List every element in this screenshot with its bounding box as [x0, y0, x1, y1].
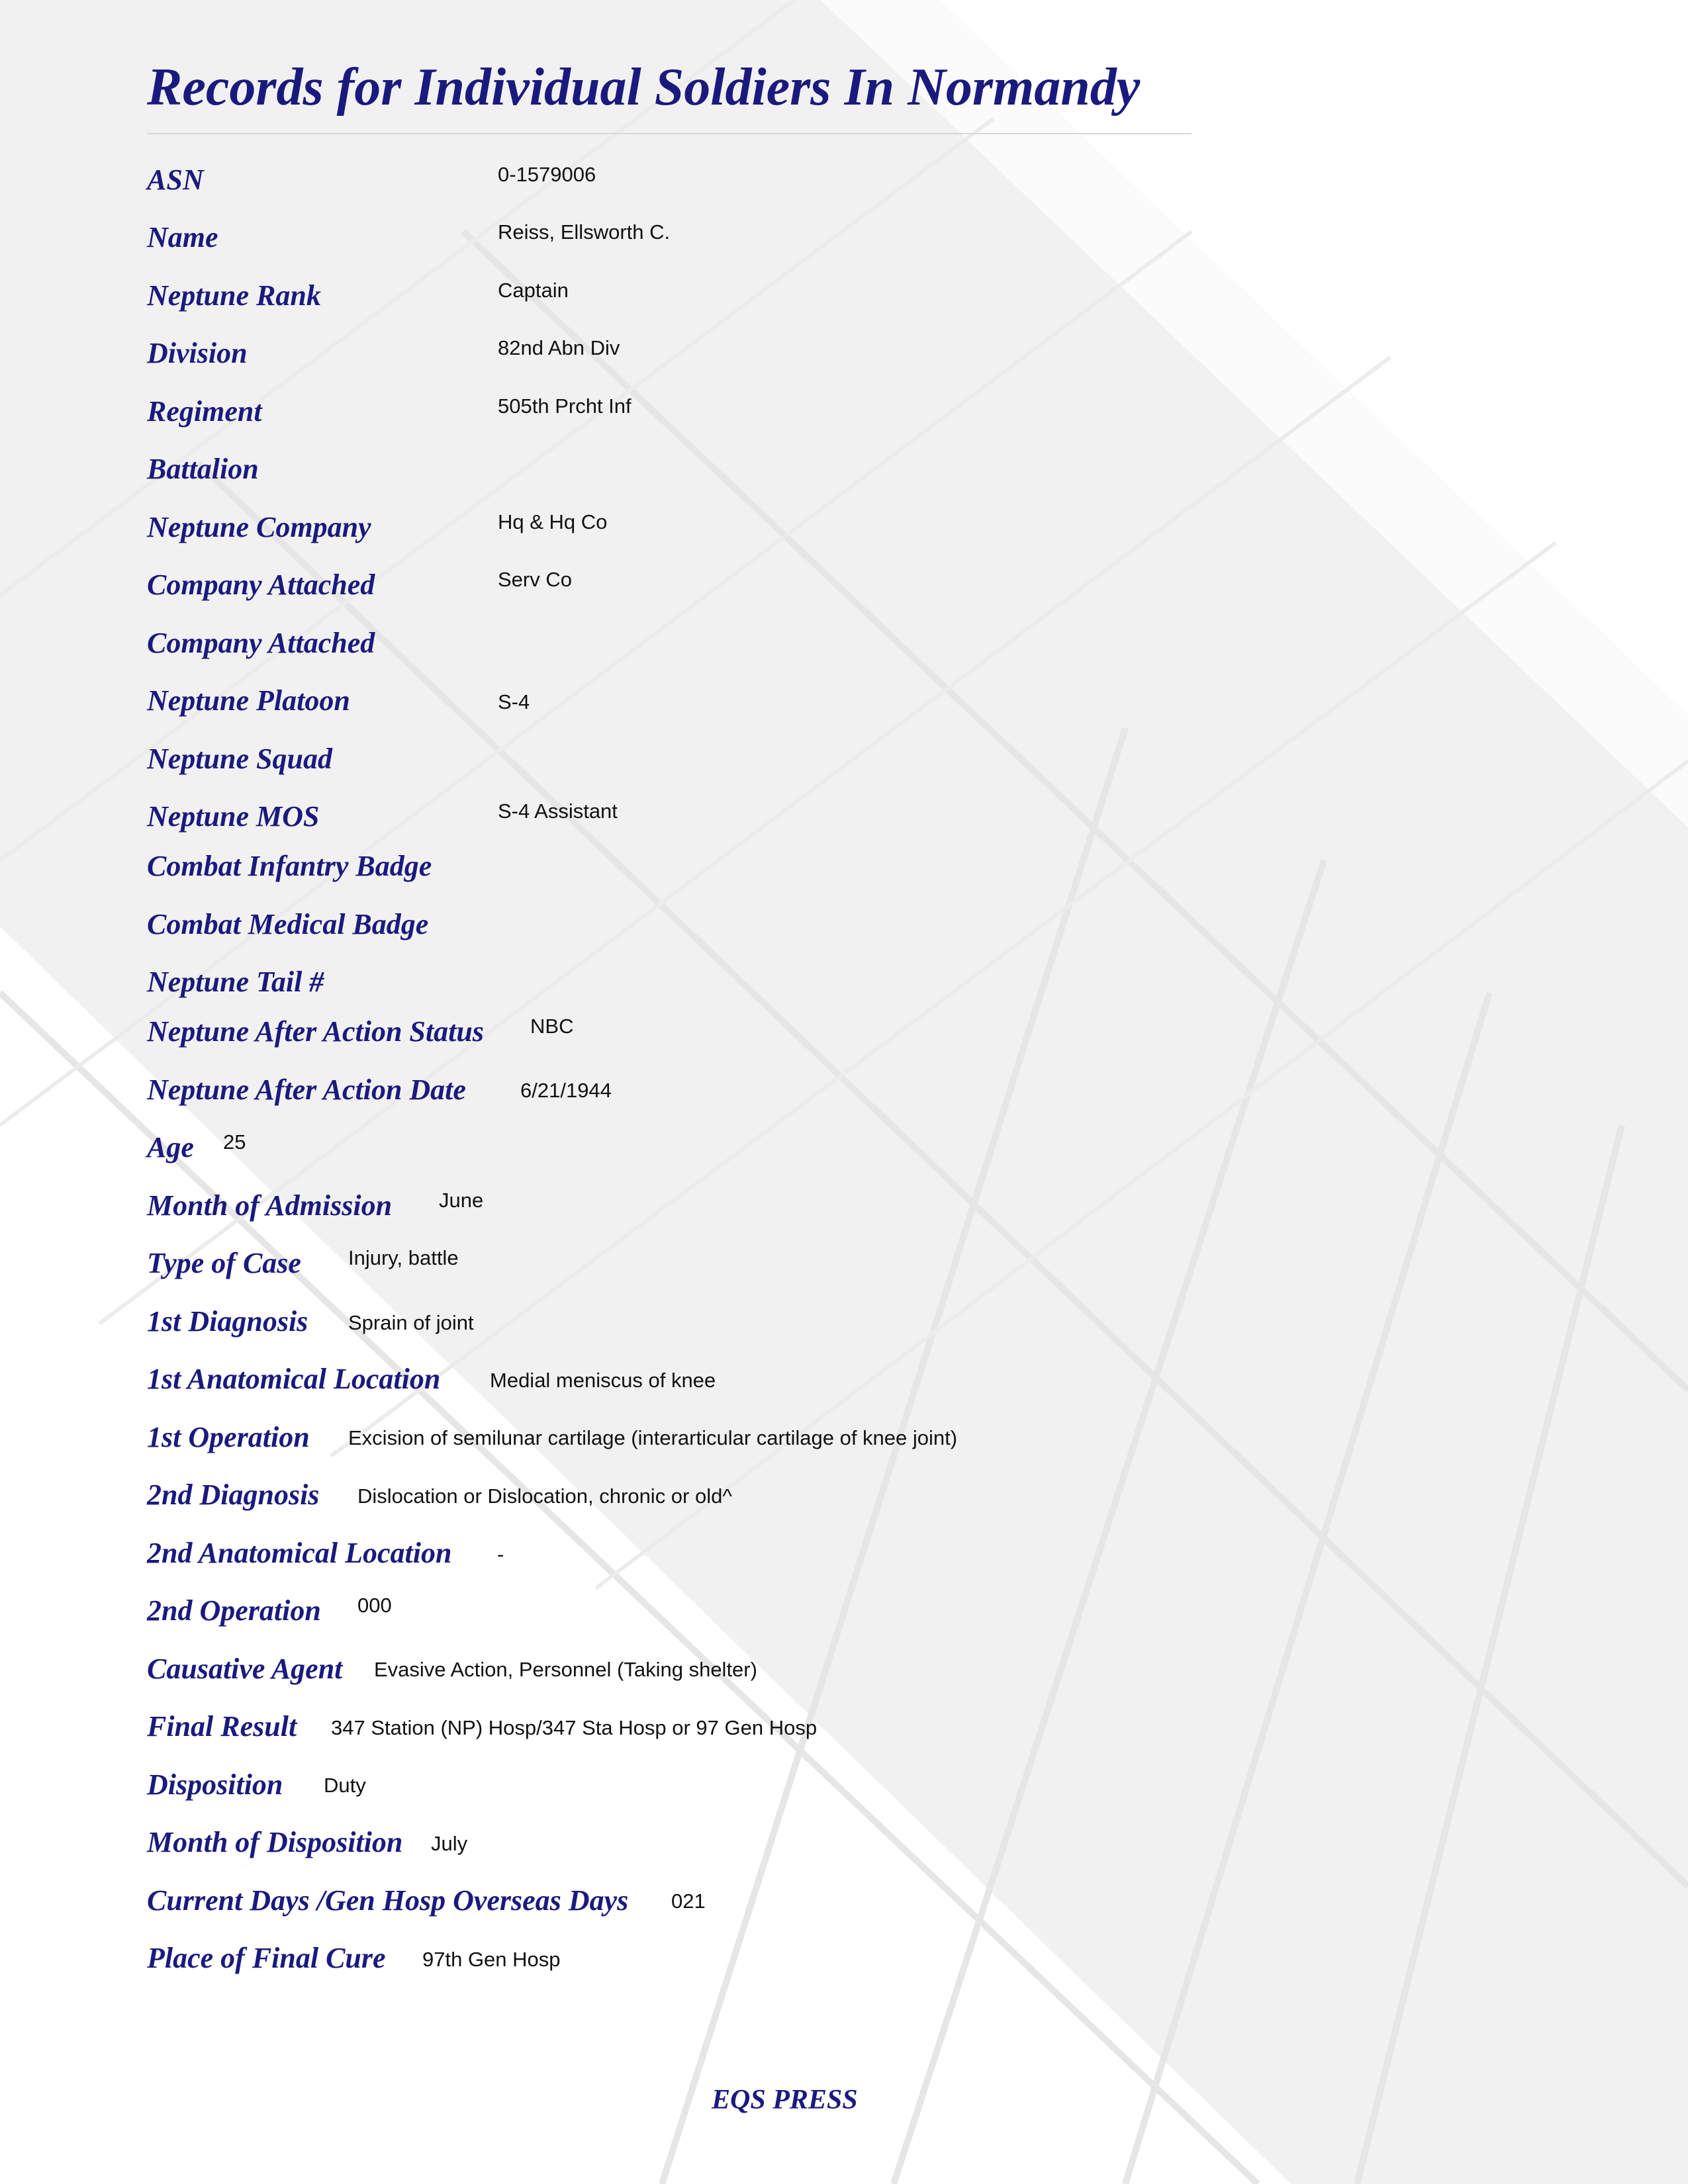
regiment-value: 505th Prcht Inf [498, 394, 632, 418]
regiment-label: Regiment [147, 395, 262, 428]
combat-infantry-badge-label: Combat Infantry Badge [147, 850, 432, 882]
1st-operation-label: 1st Operation [147, 1421, 310, 1453]
neptune-company-value: Hq & Hq Co [498, 510, 608, 533]
publisher-footer: EQS PRESS [712, 2085, 858, 2115]
2nd-operation-label: 2nd Operation [147, 1594, 321, 1627]
month-of-disposition-label: Month of Disposition [147, 1826, 403, 1858]
disposition-value: Duty [324, 1774, 366, 1797]
2nd-operation-value: 000 [357, 1594, 392, 1617]
neptune-rank-label: Neptune Rank [147, 279, 321, 312]
2nd-anatomical-location-value: - [497, 1543, 504, 1566]
place-of-final-cure-value: 97th Gen Hosp [422, 1948, 561, 1971]
1st-anatomical-location-label: 1st Anatomical Location [147, 1363, 441, 1395]
name-value: Reiss, Ellsworth C. [498, 220, 671, 244]
division-value: 82nd Abn Div [498, 336, 620, 359]
type-of-case-label: Type of Case [147, 1247, 301, 1279]
causative-agent-value: Evasive Action, Personnel (Taking shelter) [374, 1658, 757, 1681]
neptune-platoon-value: S-4 [498, 690, 530, 713]
neptune-company-label: Neptune Company [147, 511, 371, 543]
2nd-anatomical-location-label: 2nd Anatomical Location [147, 1537, 452, 1569]
neptune-platoon-label: Neptune Platoon [147, 684, 350, 717]
after-action-date-value: 6/21/1944 [520, 1079, 612, 1102]
2nd-diagnosis-value: Dislocation or Dislocation, chronic or old^ [357, 1484, 732, 1508]
after-action-status-value: NBC [530, 1015, 574, 1038]
neptune-squad-label: Neptune Squad [147, 743, 332, 775]
after-action-date-label: Neptune After Action Date [147, 1073, 466, 1106]
2nd-diagnosis-label: 2nd Diagnosis [147, 1479, 320, 1511]
company-attached-value: Serv Co [498, 568, 572, 591]
disposition-label: Disposition [147, 1768, 283, 1801]
overseas-days-value: 021 [671, 1889, 706, 1913]
overseas-days-label: Current Days /Gen Hosp Overseas Days [147, 1884, 629, 1917]
month-of-admission-label: Month of Admission [147, 1189, 393, 1222]
place-of-final-cure-label: Place of Final Cure [147, 1942, 386, 1974]
neptune-mos-label: Neptune MOS [147, 800, 320, 833]
company-attached-2-label: Company Attached [147, 627, 375, 659]
name-label: Name [147, 221, 218, 253]
age-value: 25 [223, 1130, 246, 1154]
month-of-admission-value: June [439, 1189, 484, 1212]
final-result-value: 347 Station (NP) Hosp/347 Sta Hosp or 97 Gen Hosp [331, 1716, 818, 1739]
company-attached-label: Company Attached [147, 569, 375, 601]
neptune-rank-value: Captain [498, 279, 569, 302]
asn-value: 0-1579006 [498, 163, 596, 186]
asn-label: ASN [147, 163, 204, 196]
neptune-tail-label: Neptune Tail # [147, 966, 324, 998]
type-of-case-value: Injury, battle [348, 1246, 459, 1269]
after-action-status-label: Neptune After Action Status [147, 1015, 484, 1048]
1st-operation-value: Excision of semilunar cartilage (interarticular cartilage of knee joint) [348, 1426, 958, 1449]
page-title: Records for Individual Soldiers In Normandy [147, 58, 1141, 116]
division-label: Division [147, 337, 248, 369]
causative-agent-label: Causative Agent [147, 1653, 343, 1685]
1st-anatomical-location-value: Medial meniscus of knee [490, 1369, 716, 1392]
month-of-disposition-value: July [431, 1832, 468, 1855]
combat-medical-badge-label: Combat Medical Badge [147, 908, 429, 940]
final-result-label: Final Result [147, 1710, 297, 1743]
1st-diagnosis-value: Sprain of joint [348, 1311, 474, 1334]
1st-diagnosis-label: 1st Diagnosis [147, 1305, 308, 1338]
battalion-label: Battalion [147, 453, 259, 485]
title-divider [147, 133, 1192, 134]
neptune-mos-value: S-4 Assistant [498, 799, 618, 823]
age-label: Age [147, 1131, 194, 1163]
